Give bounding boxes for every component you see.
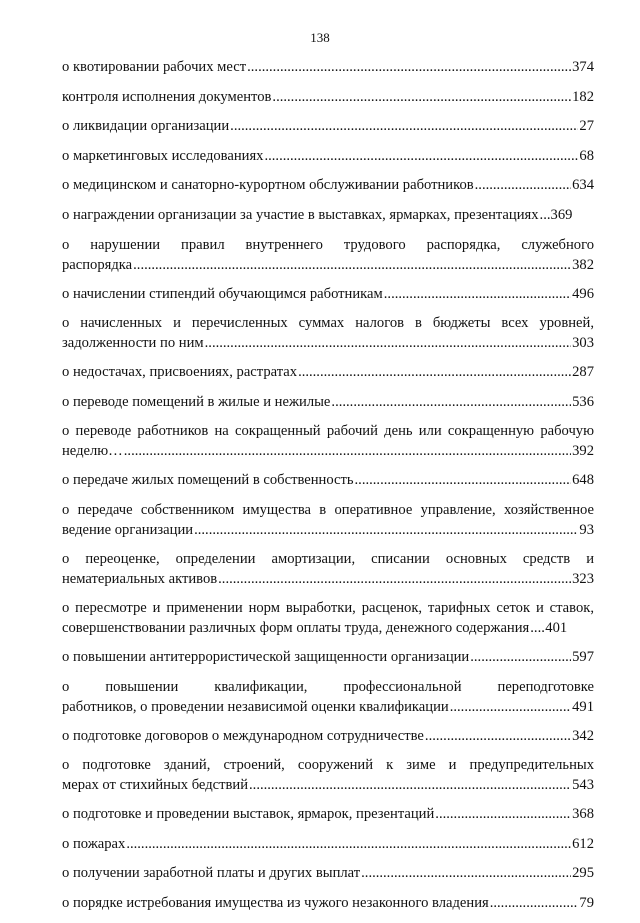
entry-text: о недостачах, присвоениях, растратах (62, 364, 298, 381)
dot-leader (249, 775, 571, 795)
dot-leader (264, 146, 578, 166)
entry-page: 401 (545, 619, 568, 636)
index-list (62, 57, 594, 923)
entry-page: 68 (579, 147, 594, 164)
entry-text: нематериальных активов (62, 570, 218, 587)
dot-leader (230, 116, 578, 136)
entry-text: мерах от стихийных бедствий (62, 777, 249, 794)
entry-text: о переводе помещений в жилые и нежилые (62, 393, 331, 410)
index-entry (62, 647, 594, 667)
index-entry (62, 116, 594, 136)
dot-leader (124, 441, 571, 461)
entry-page: 648 (572, 472, 594, 489)
dot-leader (470, 647, 571, 667)
index-entry (62, 863, 594, 883)
entry-page: 392 (572, 443, 594, 460)
index-entry (62, 392, 594, 412)
dot-leader (133, 255, 571, 275)
entry-page: 303 (572, 335, 594, 352)
dot-leader (331, 392, 571, 412)
entry-page: 536 (572, 393, 594, 410)
index-entry (62, 893, 594, 913)
index-entry (62, 362, 594, 382)
entry-page: 287 (572, 364, 594, 381)
entry-text: о награждении организации за участие в выставках, ярмарках, презентациях (62, 206, 539, 223)
index-entry (62, 284, 594, 304)
index-entry (62, 500, 594, 540)
index-entry (62, 57, 594, 77)
entry-text-line1: о нарушении правил внутреннего трудового распорядка, служебного (62, 236, 594, 253)
entry-page: 323 (572, 570, 594, 587)
dot-leader (205, 333, 571, 353)
entry-page: 491 (572, 698, 594, 715)
dot-leader (355, 470, 572, 490)
index-entry (62, 598, 594, 638)
index-entry (62, 834, 594, 854)
entry-text: распорядка (62, 256, 133, 273)
entry-text: о квотировании рабочих мест (62, 59, 247, 75)
entry-page: 93 (579, 521, 594, 538)
entry-text-line1: о пересмотре и применении норм выработки, расценок, тарифных сеток и ставок, (62, 599, 594, 616)
index-entry (62, 87, 594, 107)
dot-leader (490, 893, 579, 913)
dot-leader (298, 362, 571, 382)
dot-leader (475, 175, 571, 195)
dot-leader (361, 863, 571, 883)
entry-page: 342 (572, 727, 594, 744)
dot-leader (194, 520, 578, 540)
entry-text-line1: о подготовке зданий, строений, сооружений к зиме и предупредительных (62, 757, 594, 774)
dot-leader (126, 834, 571, 854)
entry-text-line1: о повышении квалификации, профессиональной переподготовке (62, 678, 594, 695)
entry-text-line1: о переводе работников на сокращенный рабочий день или сокращенную рабочую (62, 423, 594, 440)
entry-text: задолженности по ним (62, 335, 204, 352)
entry-page: 382 (572, 256, 594, 273)
entry-page: 612 (572, 835, 594, 852)
index-entry (62, 677, 594, 717)
entry-text: ведение организации (62, 521, 194, 538)
entry-text: о передаче жилых помещений в собственность (62, 472, 354, 489)
entry-text-line1: о передаче собственником имущества в оперативное управление, хозяйственное (62, 501, 594, 518)
dot-leader (540, 205, 550, 225)
dot-leader (435, 804, 571, 824)
entry-text: о медицинском и санаторно-курортном обслуживании работников (62, 177, 474, 194)
entry-text-line1: о начисленных и перечисленных суммах налогов в бюджеты всех уровней, (62, 315, 594, 332)
entry-text: о подготовке и проведении выставок, ярмарок, презентаций (62, 806, 435, 823)
index-entry (62, 755, 594, 795)
index-entry (62, 175, 594, 195)
entry-text: о ликвидации организации (62, 118, 230, 135)
entry-text: о подготовке договоров о международном сотрудничестве (62, 727, 424, 744)
entry-page: 182 (572, 88, 594, 105)
entry-page: 79 (579, 894, 594, 911)
index-entry (62, 235, 594, 275)
entry-page: 597 (572, 648, 594, 665)
entry-text: работников, о проведении независимой оценки квалификации (62, 698, 449, 715)
entry-text: о повышении антитеррористической защищенности организации (62, 648, 470, 665)
index-entry (62, 313, 594, 353)
index-entry (62, 205, 594, 225)
entry-page: 374 (572, 59, 594, 75)
entry-page: 496 (572, 285, 594, 302)
page-number: 138 (310, 30, 330, 45)
entry-text-line1: о переоценке, определении амортизации, списании основных средств и (62, 550, 594, 567)
index-entry (62, 804, 594, 824)
index-entry (62, 421, 594, 461)
entry-page: 295 (572, 865, 594, 882)
index-entry (62, 549, 594, 589)
dot-leader (425, 726, 571, 746)
entry-text: о пожарах (62, 835, 126, 852)
dot-leader (384, 284, 571, 304)
entry-page: 368 (572, 806, 594, 823)
index-entry (62, 726, 594, 746)
entry-text: о порядке истребования имущества из чужого незаконного владения (62, 894, 489, 911)
entry-page: 543 (572, 777, 594, 794)
entry-text: о начислении стипендий обучающимся работникам (62, 285, 383, 302)
entry-text: неделю… (62, 443, 123, 460)
entry-page: 27 (579, 118, 594, 135)
dot-leader (247, 57, 571, 77)
entry-text: о маркетинговых исследованиях (62, 147, 264, 164)
entry-page: 369 (550, 206, 573, 223)
entry-text: о получении заработной платы и других выплат (62, 865, 361, 882)
index-entry (62, 146, 594, 166)
entry-page: 634 (572, 177, 594, 194)
dot-leader (272, 87, 571, 107)
dot-leader (218, 569, 571, 589)
dot-leader (450, 697, 571, 717)
entry-text: контроля исполнения документов (62, 88, 272, 105)
dot-leader (530, 618, 544, 638)
entry-text: совершенствовании различных форм оплаты труда, денежного содержания (62, 619, 530, 636)
index-entry (62, 470, 594, 490)
